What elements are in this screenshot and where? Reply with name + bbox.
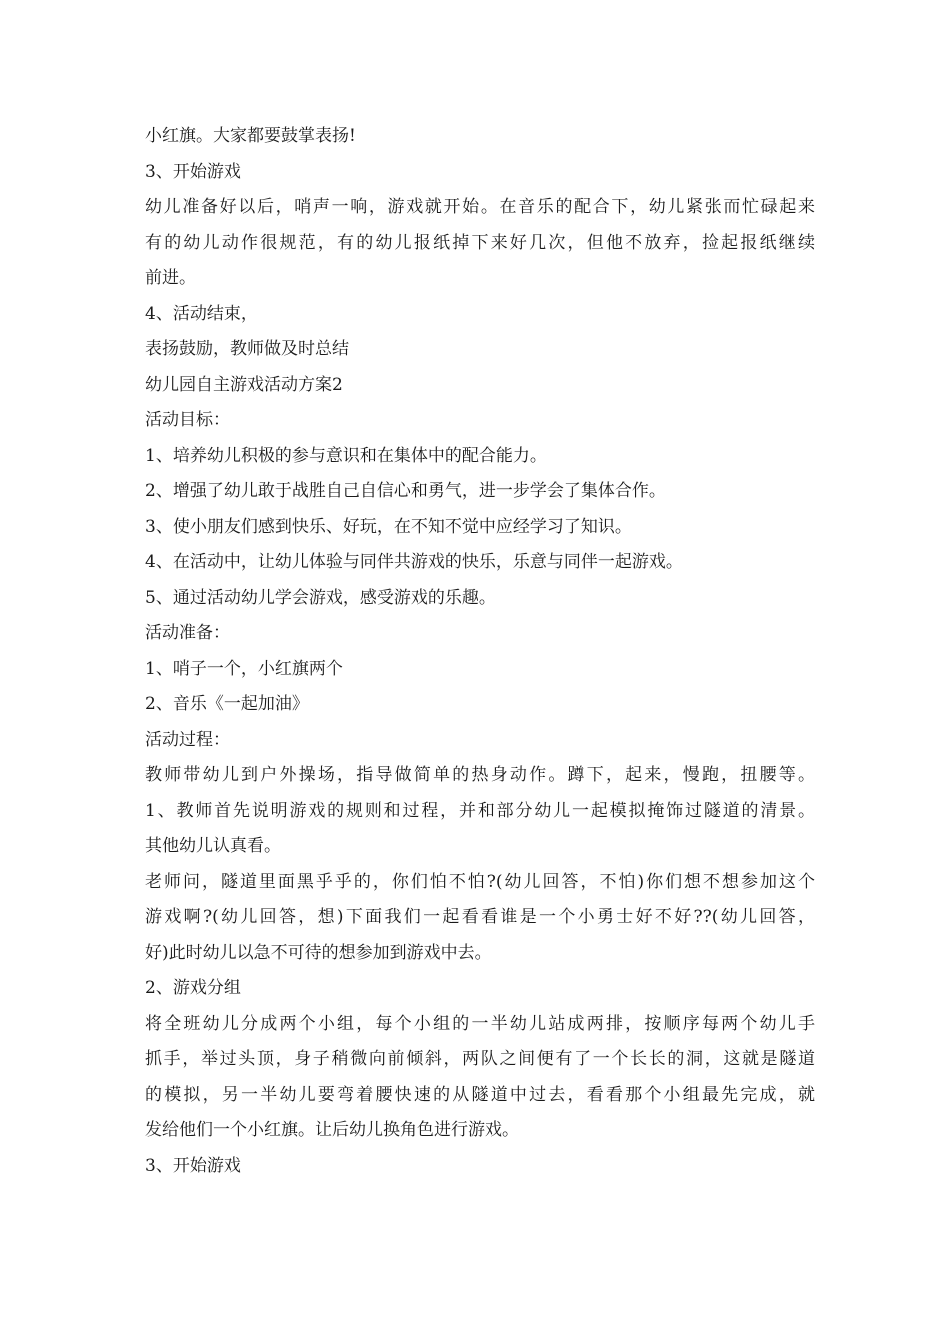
text-line: 好)此时幼儿以急不可待的想参加到游戏中去。 (145, 942, 492, 963)
text-line: 幼儿园自主游戏活动方案2 (145, 374, 343, 395)
text-line: 幼儿准备好以后，哨声一响，游戏就开始。在音乐的配合下，幼儿紧张而忙碌起来 (145, 197, 815, 217)
text-line: 活动准备： (145, 623, 230, 643)
text-line: 游戏啊?(幼儿回答，想)下面我们一起看看谁是一个小勇士好不好??(幼儿回答， (145, 907, 815, 927)
text-line: 老师问，隧道里面黑乎乎的，你们怕不怕?(幼儿回答，不怕)你们想不想参加这个 (145, 871, 815, 892)
text-line: 的模拟，另一半幼儿要弯着腰快速的从隧道中过去，看看那个小组最先完成，就 (145, 1084, 815, 1105)
text-line: 将全班幼儿分成两个小组，每个小组的一半幼儿站成两排，按顺序每两个幼儿手 (145, 1013, 815, 1034)
text-line: 2、音乐《一起加油》 (145, 694, 309, 714)
text-line: 1、培养幼儿积极的参与意识和在集体中的配合能力。 (145, 445, 547, 466)
text-line: 前进。 (145, 268, 196, 288)
text-line: 1、哨子一个，小红旗两个 (145, 658, 343, 679)
text-line: 3、开始游戏 (145, 161, 241, 182)
text-line: 4、在活动中，让幼儿体验与同伴共游戏的快乐，乐意与同伴一起游戏。 (145, 552, 683, 572)
text-line: 活动过程： (145, 729, 230, 750)
text-line: 活动目标： (145, 410, 230, 430)
text-line: 其他幼儿认真看。 (145, 836, 281, 856)
text-line: 教师带幼儿到户外操场，指导做简单的热身动作。蹲下，起来，慢跑，扭腰等。 (145, 765, 815, 785)
text-line: 3、使小朋友们感到快乐、好玩，在不知不觉中应经学习了知识。 (145, 516, 632, 537)
document-body (145, 119, 815, 1184)
text-line: 有的幼儿动作很规范，有的幼儿报纸掉下来好几次，但他不放弃，捡起报纸继续 (145, 232, 815, 253)
text-line: 表扬鼓励，教师做及时总结 (145, 339, 349, 359)
text-line: 小红旗。大家都要鼓掌表扬! (145, 126, 356, 146)
text-line: 发给他们一个小红旗。让后幼儿换角色进行游戏。 (145, 1120, 519, 1140)
text-line: 1、教师首先说明游戏的规则和过程，并和部分幼儿一起模拟掩饰过隧道的清景。 (145, 800, 815, 821)
text-line: 5、通过活动幼儿学会游戏，感受游戏的乐趣。 (145, 587, 496, 608)
text-line: 2、游戏分组 (145, 978, 241, 998)
text-line: 2、增强了幼儿敢于战胜自己自信心和勇气，进一步学会了集体合作。 (145, 481, 666, 501)
text-line: 3、开始游戏 (145, 1155, 241, 1176)
text-line: 4、活动结束， (145, 303, 258, 324)
text-line: 抓手，举过头顶，身子稍微向前倾斜，两队之间便有了一个长长的洞，这就是隧道 (145, 1049, 815, 1069)
